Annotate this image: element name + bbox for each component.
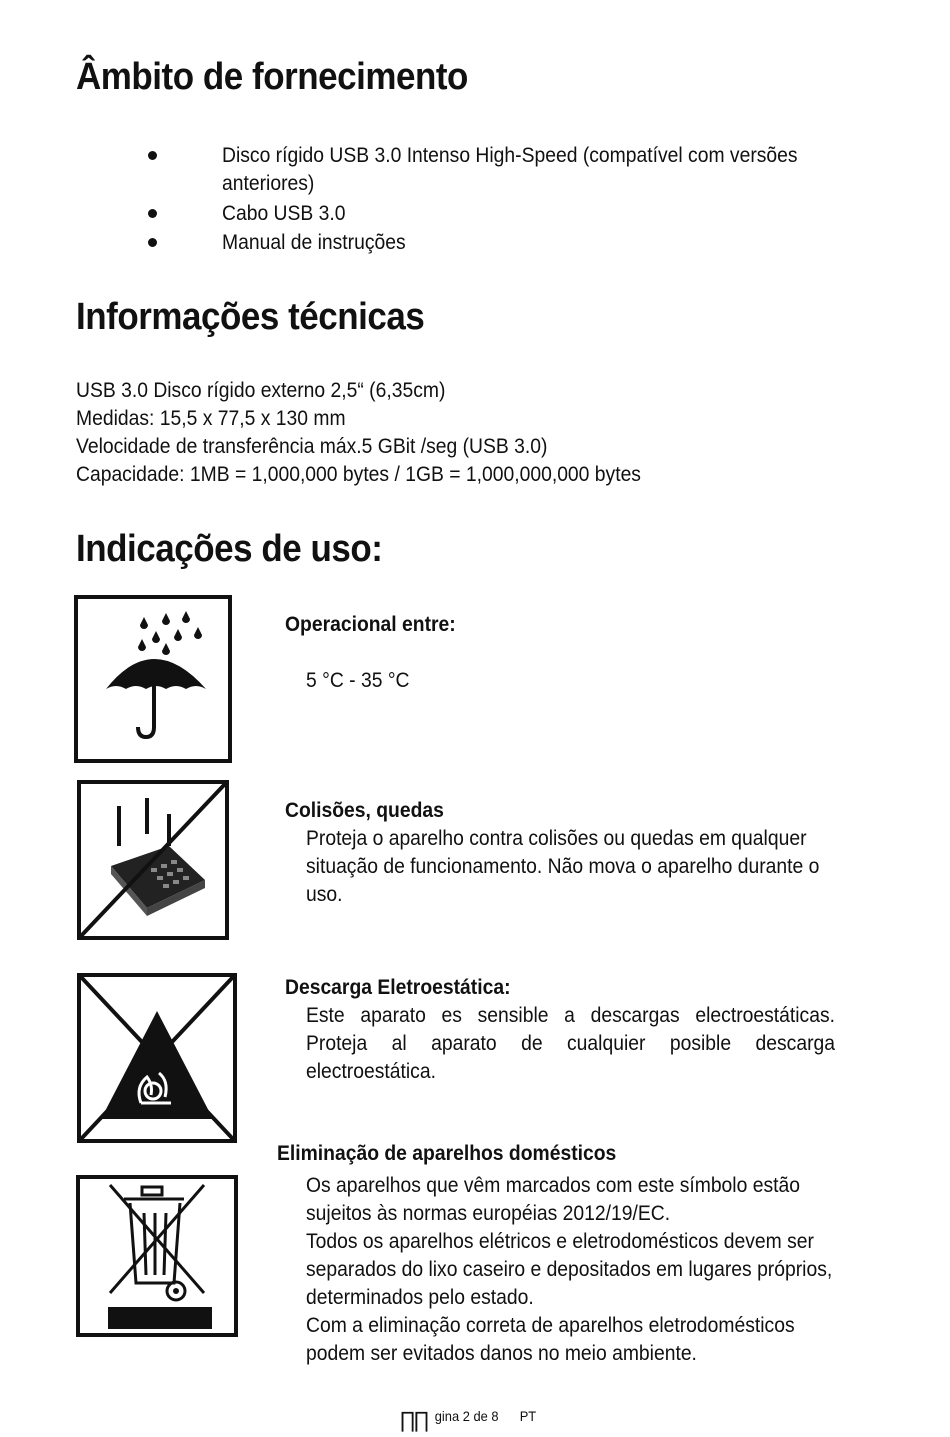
crossed-bin-icon — [76, 1175, 238, 1337]
supply-list — [148, 142, 868, 259]
tech-line: USB 3.0 Disco rígido externo 2,5“ (6,35cm) — [76, 379, 446, 402]
tech-line: Velocidade de transferência máx.5 GBit /seg (USB 3.0) — [76, 435, 548, 458]
list-item: Disco rígido USB 3.0 Intenso High-Speed (compatível com versões anteriores) — [148, 142, 868, 198]
umbrella-rain-icon — [74, 595, 232, 763]
page-footer-glyph: ∏∏ — [399, 1407, 428, 1432]
list-item: Manual de instruções — [148, 229, 868, 257]
shock-text: Proteja o aparelho contra colisões ou quedas em qualquer situação de funcionamento. Não mova o aparelho durante o uso. — [306, 827, 820, 906]
shock-title: Colisões, quedas — [285, 799, 444, 822]
bullet-icon — [148, 209, 157, 218]
page-number: gina 2 de 8 — [434, 1408, 499, 1424]
page-footer — [398, 1407, 537, 1433]
disposal-text: Os aparelhos que vêm marcados com este símbolo estão sujeitos às normas européias 2012/19/EC. Todos os aparelhos elétricos e eletrodomésticos devem ser separados do lixo caseiro e depositados em lugares próprios, determinados pelo estado. Com a eliminação correta de aparelhos eletrodomésticos podem ser evitados danos no meio ambiente. — [306, 1174, 833, 1365]
heading-tech: Informações técnicas — [76, 296, 425, 338]
esd-warning-icon — [77, 973, 237, 1143]
bullet-icon — [148, 151, 157, 160]
disposal-title: Eliminação de aparelhos domésticos — [277, 1142, 617, 1165]
tech-line: Medidas: 15,5 x 77,5 x 130 mm — [76, 407, 346, 430]
bullet-icon — [148, 238, 157, 247]
esd-title: Descarga Eletroestática: — [285, 976, 511, 999]
heading-supply: Âmbito de fornecimento — [76, 56, 468, 98]
page-language: PT — [520, 1408, 537, 1424]
heading-usage: Indicações de uso: — [76, 528, 383, 570]
operating-value: 5 °C - 35 °C — [306, 669, 410, 692]
list-item: Cabo USB 3.0 — [148, 200, 868, 228]
tech-line: Capacidade: 1MB = 1,000,000 bytes / 1GB = 1,000,000,000 bytes — [76, 463, 641, 486]
no-drop-icon — [77, 780, 229, 940]
operating-title: Operacional entre: — [285, 613, 456, 636]
tech-list — [76, 377, 690, 489]
esd-text: Este aparato es sensible a descargas electroestáticas. Proteja al aparato de cualquier posible descarga electroestática. — [306, 1004, 835, 1083]
